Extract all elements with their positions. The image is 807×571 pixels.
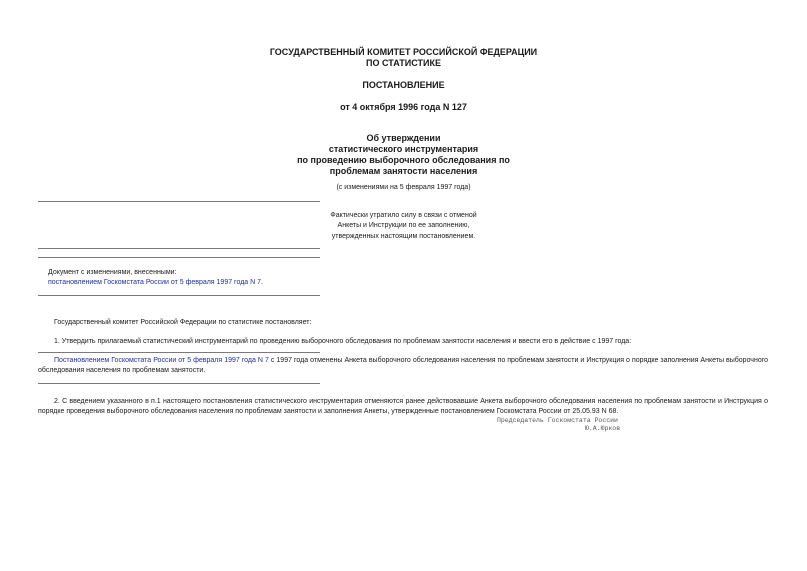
- body-item-2: 2. С введением указанного в п.1 настоящего постановления статистического инструментария отменяются ранее действовавшие Анкета выборочного обследования населения по проблемам занятости и Инструкция о порядке проведения выборочного обследования населения по проблемам занятости и заполнения Анкеты, утвержденные постановлением Госкомстата России от 25.05.93 N 68.: [38, 398, 768, 415]
- body-item-1: 1. Утвердить прилагаемый статистический инструментарий по проведению выборочного обследования по проблемам занятости населения и ввести его в действие с 1997 года:: [54, 338, 632, 345]
- separator-rule: [38, 201, 320, 202]
- separator-rule: [38, 352, 320, 353]
- title-line-1: Об утверждении: [366, 133, 441, 143]
- changes-reference: [48, 278, 263, 288]
- issuer-line-1: ГОСУДАРСТВЕННЫЙ КОМИТЕТ РОССИЙСКОЙ ФЕДЕРАЦИИ: [269, 47, 538, 57]
- amendment-link[interactable]: постановлением Госкомстата России от 5 февраля 1997 года N 7: [48, 279, 262, 286]
- status-note-line-2: Анкеты и Инструкции по ее заполнению,: [337, 222, 470, 229]
- title-line-3: по проведению выборочного обследования по: [297, 155, 510, 165]
- changes-reference-end: .: [261, 279, 263, 286]
- amendment-note: [38, 356, 768, 376]
- status-note-line-3: утвержденных настоящим постановлением.: [331, 233, 476, 240]
- amendments-note: (с изменениями на 5 февраля 1997 года): [336, 184, 471, 191]
- amendment-note-text: с 1997 года отменены Анкета выборочного обследования населения по проблемам занятости и Инструкция о порядке заполнения Анкеты выборочного обследования населения по проблемам занятости.: [38, 357, 769, 374]
- title-line-2: статистического инструментария: [328, 144, 479, 154]
- status-note-line-1: Фактически утратило силу в связи с отменой: [330, 212, 477, 219]
- document-date-number: от 4 октября 1996 года N 127: [340, 102, 467, 112]
- signature-position: Председатель Госкомстата России: [497, 417, 618, 424]
- separator-rule: [38, 295, 320, 296]
- separator-rule: [38, 257, 320, 258]
- body-intro: Государственный комитет Российской Федерации по статистике постановляет:: [54, 319, 312, 326]
- separator-rule: [38, 383, 320, 384]
- title-line-4: проблемам занятости населения: [329, 166, 478, 176]
- document-type: ПОСТАНОВЛЕНИЕ: [362, 80, 445, 90]
- separator-rule: [38, 248, 320, 249]
- issuer-line-2: ПО СТАТИСТИКЕ: [366, 58, 441, 68]
- signature-name: Ю.А.Юрков: [585, 425, 621, 432]
- amendment-note-link[interactable]: Постановлением Госкомстата России от 5 февраля 1997 года N 7: [54, 357, 269, 364]
- changes-label: Документ с изменениями, внесенными:: [48, 269, 177, 276]
